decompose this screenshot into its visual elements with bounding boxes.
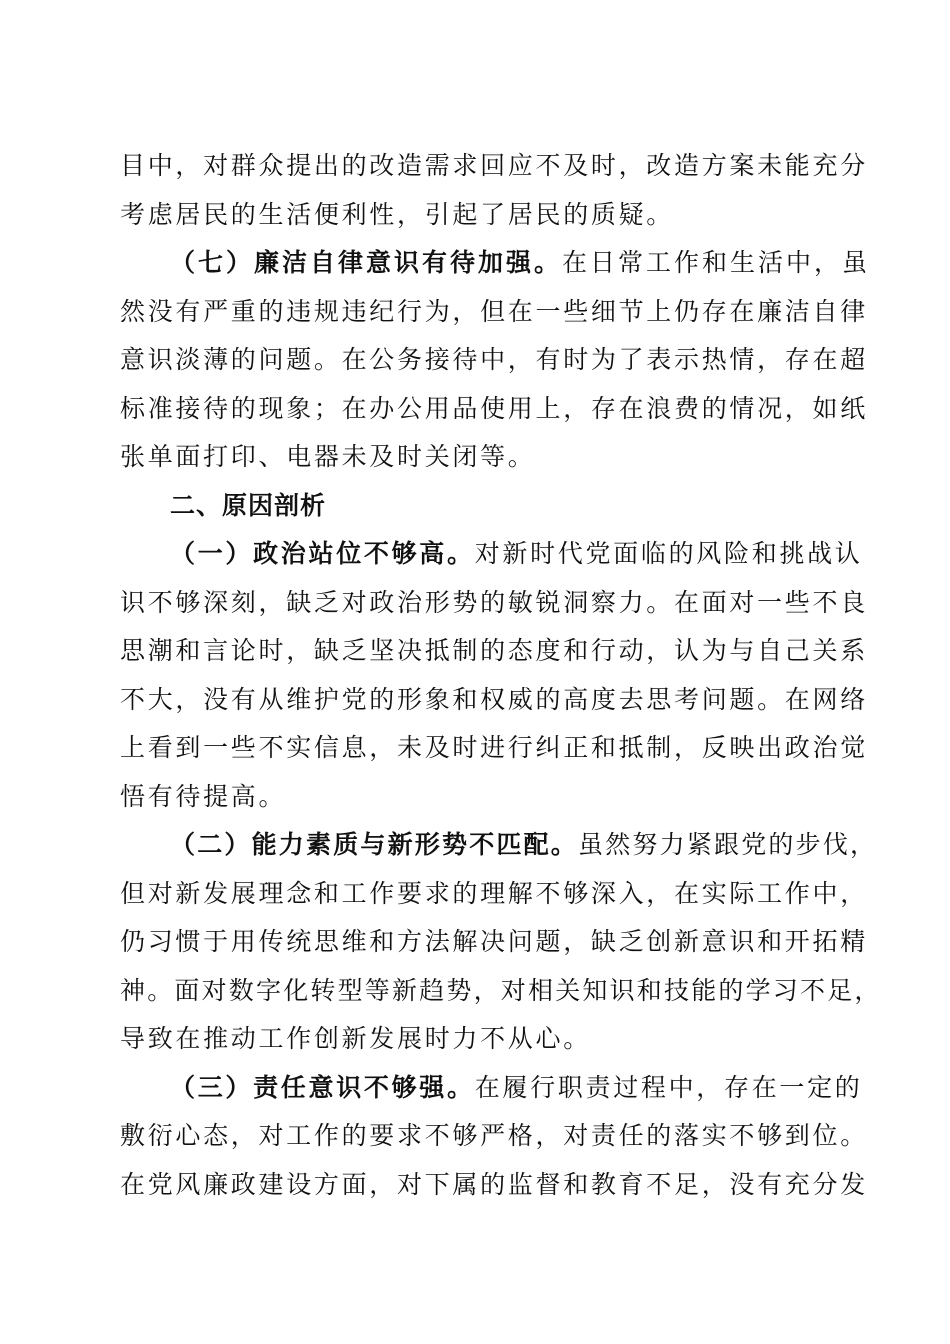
- paragraph-text: 对新时代党面临的风险和挑战认: [474, 539, 863, 568]
- body-line: 在党风廉政建设方面，对下属的监督和教育不足，没有充分发: [120, 1169, 868, 1199]
- body-line: 标准接待的现象；在办公用品使用上，存在浪费的情况，如纸: [120, 393, 868, 423]
- body-line: 目中，对群众提出的改造需求回应不及时，改造方案未能充分: [120, 151, 868, 180]
- body-line: 识不够深刻，缺乏对政治形势的敏锐洞察力。在面对一些不良: [120, 587, 868, 617]
- body-line: 考虑居民的生活便利性，引起了居民的质疑。: [120, 199, 675, 229]
- paragraph-lead: （三）责任意识不够强。: [170, 1072, 475, 1102]
- paragraph-lead: （一）政治站位不够高。: [170, 539, 475, 568]
- paragraph-two-start: [120, 821, 878, 870]
- body-line: 上看到一些不实信息，未及时进行纠正和抵制，反映出政治觉: [120, 733, 868, 762]
- body-line: 神。面对数字化转型等新趋势，对相关知识和技能的学习不足，: [120, 975, 882, 1005]
- body-line: 仍习惯于用传统思维和方法解决问题，缺乏创新意识和开拓精: [120, 927, 868, 956]
- paragraph-lead: （二）能力素质与新形势不匹配。: [170, 830, 579, 859]
- body-line: 然没有严重的违规违纪行为，但在一些细节上仍存在廉洁自律: [120, 296, 868, 326]
- body-line: 但对新发展理念和工作要求的理解不够深入，在实际工作中，: [120, 878, 868, 908]
- section-heading: 二、原因剖析: [170, 490, 327, 520]
- paragraph-text: 在履行职责过程中，存在一定的: [474, 1072, 863, 1102]
- document-page: [120, 142, 882, 1209]
- body-line: 不大，没有从维护党的形象和权威的高度去思考问题。在网络: [120, 684, 868, 714]
- paragraph-three-start: [120, 1064, 863, 1113]
- body-line: 导致在推动工作创新发展时力不从心。: [120, 1024, 591, 1053]
- paragraph-text: 在日常工作和生活中，虽: [562, 248, 871, 277]
- body-line: 悟有待提高。: [120, 781, 287, 811]
- body-line: 意识淡薄的问题。在公务接待中，有时为了表示热情，存在超: [120, 345, 868, 374]
- paragraph-text: 虽然努力紧跟党的步伐，: [578, 830, 878, 859]
- paragraph-lead: （七）廉洁自律意识有待加强。: [170, 248, 563, 277]
- body-line: 张单面打印、电器未及时关闭等。: [120, 442, 536, 471]
- paragraph-seven-start: [120, 239, 871, 288]
- body-line: 敷衍心态，对工作的要求不够严格，对责任的落实不够到位。: [120, 1121, 868, 1150]
- paragraph-one-start: [120, 530, 863, 579]
- body-line: 思潮和言论时，缺乏坚决抵制的态度和行动，认为与自己关系: [120, 636, 868, 665]
